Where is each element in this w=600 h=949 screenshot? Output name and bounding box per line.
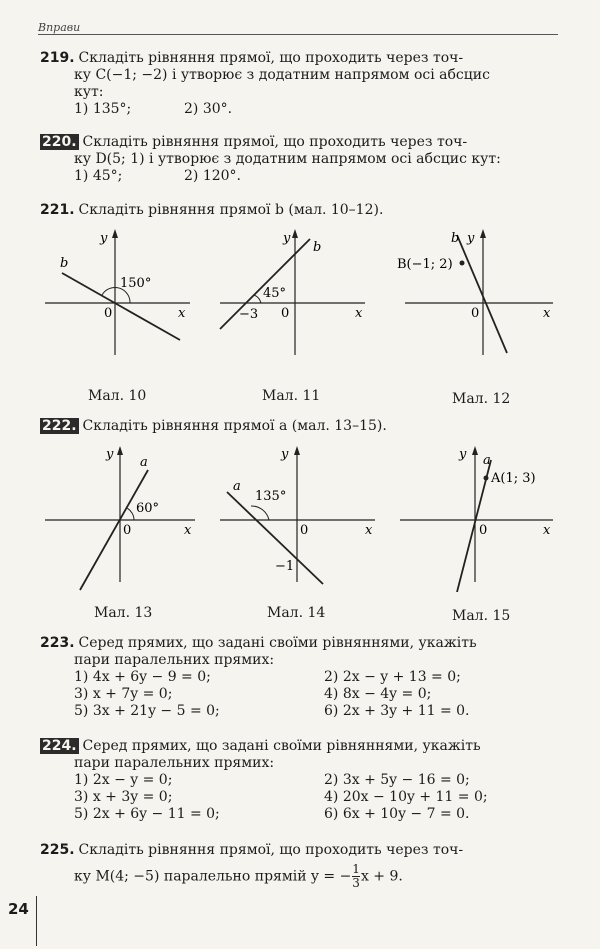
- option: 1) 135°;: [74, 101, 132, 117]
- equation-item: 3) x + 3y = 0;: [74, 789, 173, 805]
- x-label: x: [355, 306, 363, 321]
- exercise-number: 219.: [40, 50, 75, 66]
- page-header: [38, 16, 558, 35]
- y-arrow-icon: [117, 446, 123, 455]
- exercise-text: пари паралельних прямих:: [74, 652, 275, 668]
- figure-13: [40, 442, 200, 592]
- exercise-text-line: [40, 863, 560, 890]
- line-label: a: [140, 455, 148, 470]
- figure-14: [215, 442, 385, 592]
- equation-item: 6) 6x + 10y − 7 = 0.: [324, 806, 470, 822]
- origin-label: 0: [123, 523, 132, 538]
- figure-caption: Мал. 11: [262, 388, 321, 404]
- line-label: b: [60, 256, 69, 271]
- x-label: x: [543, 306, 551, 321]
- option: 2) 120°.: [184, 168, 241, 184]
- exercise-223: [40, 635, 560, 720]
- origin-label: 0: [471, 306, 480, 321]
- angle-label: 60°: [136, 501, 160, 516]
- figure-caption: Мал. 13: [94, 605, 153, 621]
- equation-item: 4) 8x − 4y = 0;: [324, 686, 432, 702]
- exercise-number-boxed: 222.: [42, 418, 77, 434]
- y-arrow-icon: [294, 446, 300, 455]
- exercise-text: Серед прямих, що задані своїми рівняннями, укажіть: [82, 738, 481, 754]
- page-margin-line: [36, 896, 37, 946]
- header-title: Вправи: [38, 21, 81, 34]
- equation-item: 5) 2x + 6y − 11 = 0;: [74, 806, 220, 822]
- angle-arc: [254, 295, 261, 303]
- origin-label: 0: [104, 306, 113, 321]
- fraction-numerator: 1: [352, 862, 360, 876]
- point-marker: [460, 261, 465, 266]
- figure-caption: Мал. 15: [452, 608, 511, 624]
- equation-item: 6) 2x + 3y + 11 = 0.: [324, 703, 470, 719]
- exercise-text: ку C(−1; −2) і утворює з додатним напрямом осі абсцис: [74, 67, 490, 83]
- exercise-220: [40, 134, 560, 185]
- figure-caption: Мал. 12: [452, 391, 511, 407]
- x-label: x: [365, 523, 373, 538]
- exercise-text: пари паралельних прямих:: [74, 755, 275, 771]
- page-number: 24: [8, 900, 29, 918]
- fraction: [352, 863, 360, 890]
- line-label: a: [233, 479, 241, 494]
- figure-caption: Мал. 14: [267, 605, 326, 621]
- exercise-text: Складіть рівняння прямої a (мал. 13–15).: [82, 418, 387, 434]
- line-label: b: [451, 231, 460, 246]
- exercise-number: 223.: [40, 635, 75, 651]
- line-a: [80, 470, 148, 590]
- exercise-text: Складіть рівняння прямої, що проходить через точ-: [78, 842, 464, 858]
- figure-10: [40, 225, 200, 365]
- equation-item: 5) 3x + 21y − 5 = 0;: [74, 703, 220, 719]
- line-label: b: [313, 240, 322, 255]
- intercept-label: −1: [275, 559, 295, 574]
- figure-12: [395, 225, 560, 365]
- point-label: B(−1; 2): [397, 257, 453, 272]
- exercise-219: [40, 50, 560, 118]
- equation-item: 2) 3x + 5y − 16 = 0;: [324, 772, 470, 788]
- exercise-text: Складіть рівняння прямої b (мал. 10–12).: [78, 202, 384, 218]
- exercise-text: ку M(4; −5) паралельно прямій y = −: [74, 868, 352, 885]
- angle-label: 150°: [120, 276, 152, 291]
- angle-label: 135°: [255, 489, 287, 504]
- y-label: y: [106, 447, 114, 462]
- origin-label: 0: [300, 523, 309, 538]
- option: 2) 30°.: [184, 101, 233, 117]
- line-b: [457, 235, 507, 353]
- x-label: x: [184, 523, 192, 538]
- angle-label: 45°: [263, 286, 287, 301]
- intercept-label: −3: [239, 307, 259, 322]
- exercise-number-boxed: 224.: [42, 738, 77, 754]
- line-b: [220, 239, 310, 329]
- fraction-denominator: 3: [352, 876, 360, 890]
- figure-15: [395, 442, 560, 592]
- line-label: a: [483, 453, 491, 468]
- point-label: A(1; 3): [491, 471, 536, 486]
- exercise-text: ку D(5; 1) і утворює з додатним напрямом осі абсцис кут:: [74, 151, 501, 167]
- origin-label: 0: [479, 523, 488, 538]
- equation-item: 1) 4x + 6y − 9 = 0;: [74, 669, 211, 685]
- equation-item: 3) x + 7y = 0;: [74, 686, 173, 702]
- equation-item: 1) 2x − y = 0;: [74, 772, 173, 788]
- exercise-text: x + 9.: [360, 868, 403, 885]
- y-arrow-icon: [292, 229, 298, 238]
- exercise-number: 225.: [40, 842, 75, 858]
- exercise-text: Серед прямих, що задані своїми рівняннями, укажіть: [78, 635, 477, 651]
- point-marker: [484, 476, 489, 481]
- y-arrow-icon: [112, 229, 118, 238]
- exercise-222: [40, 418, 560, 435]
- y-arrow-icon: [480, 229, 486, 238]
- y-label: y: [281, 447, 289, 462]
- angle-arc: [127, 508, 134, 520]
- exercise-number-boxed: 220.: [42, 134, 77, 150]
- equation-item: 4) 20x − 10y + 11 = 0;: [324, 789, 488, 805]
- figure-caption: Мал. 10: [88, 388, 147, 404]
- y-label: y: [467, 231, 475, 246]
- exercise-text: кут:: [74, 84, 104, 100]
- exercise-text: Складіть рівняння прямої, що проходить через точ-: [78, 50, 464, 66]
- figure-11: [215, 225, 375, 365]
- y-label: y: [100, 231, 108, 246]
- option: 1) 45°;: [74, 168, 123, 184]
- y-arrow-icon: [472, 446, 478, 455]
- y-label: y: [283, 231, 291, 246]
- equation-item: 2) 2x − y + 13 = 0;: [324, 669, 461, 685]
- exercise-text: Складіть рівняння прямої, що проходить через точ-: [82, 134, 468, 150]
- exercise-224: [40, 738, 560, 823]
- x-label: x: [543, 523, 551, 538]
- origin-label: 0: [281, 306, 290, 321]
- y-label: y: [459, 447, 467, 462]
- exercise-225: [40, 842, 560, 890]
- exercise-221: [40, 202, 560, 219]
- exercise-number: 221.: [40, 202, 75, 218]
- x-label: x: [178, 306, 186, 321]
